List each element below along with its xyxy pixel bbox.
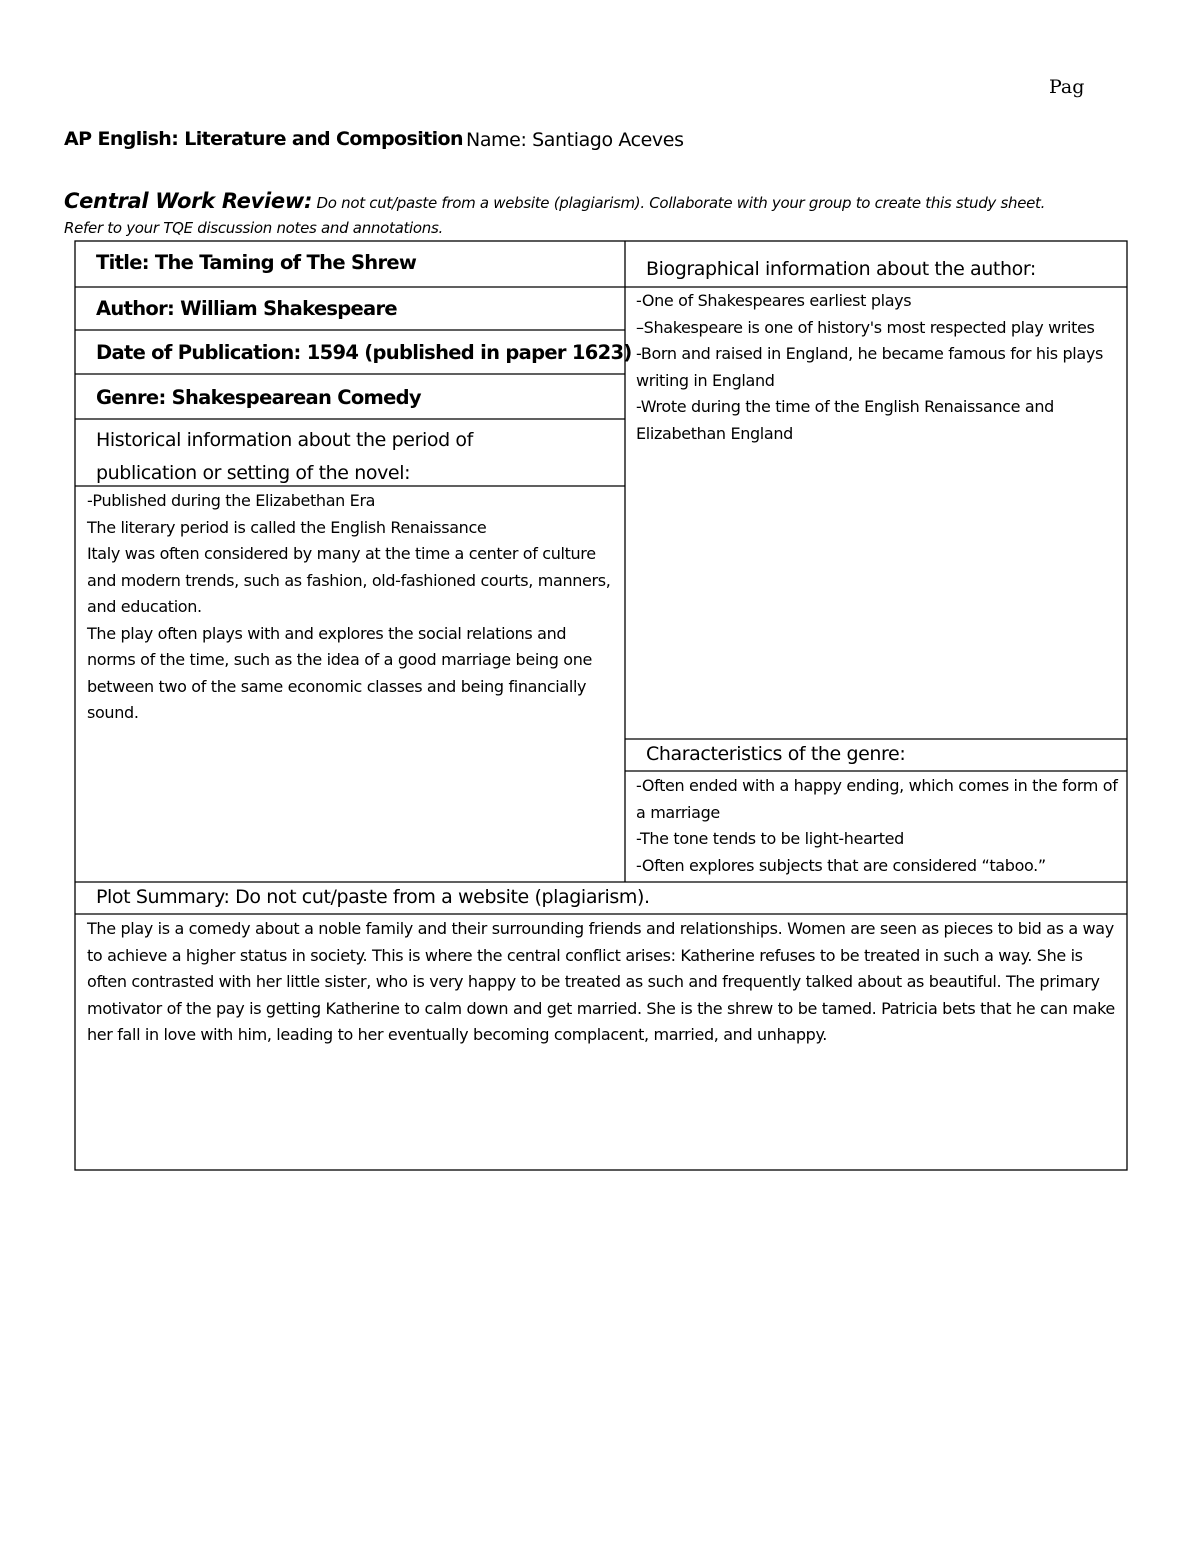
historical-header-line2: publication or setting of the novel:: [96, 462, 411, 484]
work-title: Title: The Taming of The Shrew: [96, 251, 417, 274]
work-genre: Genre: Shakespearean Comedy: [96, 386, 421, 409]
review-instructions: [64, 189, 1144, 241]
bio-line: -Wrote during the time of the English Renaissance and Elizabethan England: [636, 397, 1054, 443]
plot-summary-content: The play is a comedy about a noble family and their surrounding friends and relationships. Women are seen as pieces to bid as a way to achieve a higher status in society. This is where the central conflict arises: Katherine refuses to be treated in such a way. She is often contrasted with her little sister, who is very happy to be treated as such and frequently talked about as beautiful. The primary motivator of the pay is getting Katherine to calm down and get married. She is the shrew to be tamed. Patricia bets that he can make her fall in love with him, leading to her eventually becoming complacent, married, and unhappy.: [87, 919, 1115, 1044]
bio-content: [636, 288, 1120, 447]
historical-info-header: [96, 424, 473, 490]
genre-characteristics-content: [636, 773, 1120, 879]
genre-char-line: -Often ended with a happy ending, which comes in the form of a marriage: [636, 776, 1118, 822]
historical-line: The play often plays with and explores the social relations and norms of the time, such as the idea of a good marriage being one between two of the same economic classes and being financially sound.: [87, 623, 592, 722]
work-author: Author: William Shakespeare: [96, 297, 397, 320]
historical-info-content: [87, 488, 617, 727]
genre-char-line: -The tone tends to be light-hearted: [636, 829, 904, 848]
bio-line: -Born and raised in England, he became famous for his plays writing in England: [636, 344, 1103, 390]
bio-header: Biographical information about the author:: [646, 258, 1036, 280]
plot-summary-header: Plot Summary: Do not cut/paste from a website (plagiarism).: [96, 886, 650, 908]
genre-characteristics-header: Characteristics of the genre:: [646, 743, 906, 765]
page-label: Pag: [1049, 76, 1085, 98]
bio-line: -One of Shakespeares earliest plays: [636, 291, 912, 310]
student-name: Name: Santiago Aceves: [466, 129, 684, 151]
historical-line: Italy was often considered by many at the time a center of culture and modern trends, such as fashion, old-fashioned courts, manners, and education.: [87, 544, 611, 616]
historical-line: -Published during the Elizabethan Era: [87, 491, 376, 510]
genre-char-line: -Often explores subjects that are considered “taboo.”: [636, 855, 1046, 875]
publication-date: Date of Publication: 1594 (published in paper 1623): [96, 341, 632, 364]
review-instructions-text: Do not cut/paste from a website (plagiarism). Collaborate with your group to create this study sheet.: [316, 194, 1046, 212]
historical-header-line1: Historical information about the period of: [96, 429, 473, 451]
review-instructions-line2: Refer to your TQE discussion notes and annotations.: [64, 219, 443, 237]
historical-line: The literary period is called the English Renaissance: [87, 517, 487, 537]
bio-line: –Shakespeare is one of history's most respected play writes: [636, 317, 1095, 337]
course-heading: AP English: Literature and Composition: [64, 128, 463, 150]
review-title: Central Work Review:: [64, 189, 313, 213]
